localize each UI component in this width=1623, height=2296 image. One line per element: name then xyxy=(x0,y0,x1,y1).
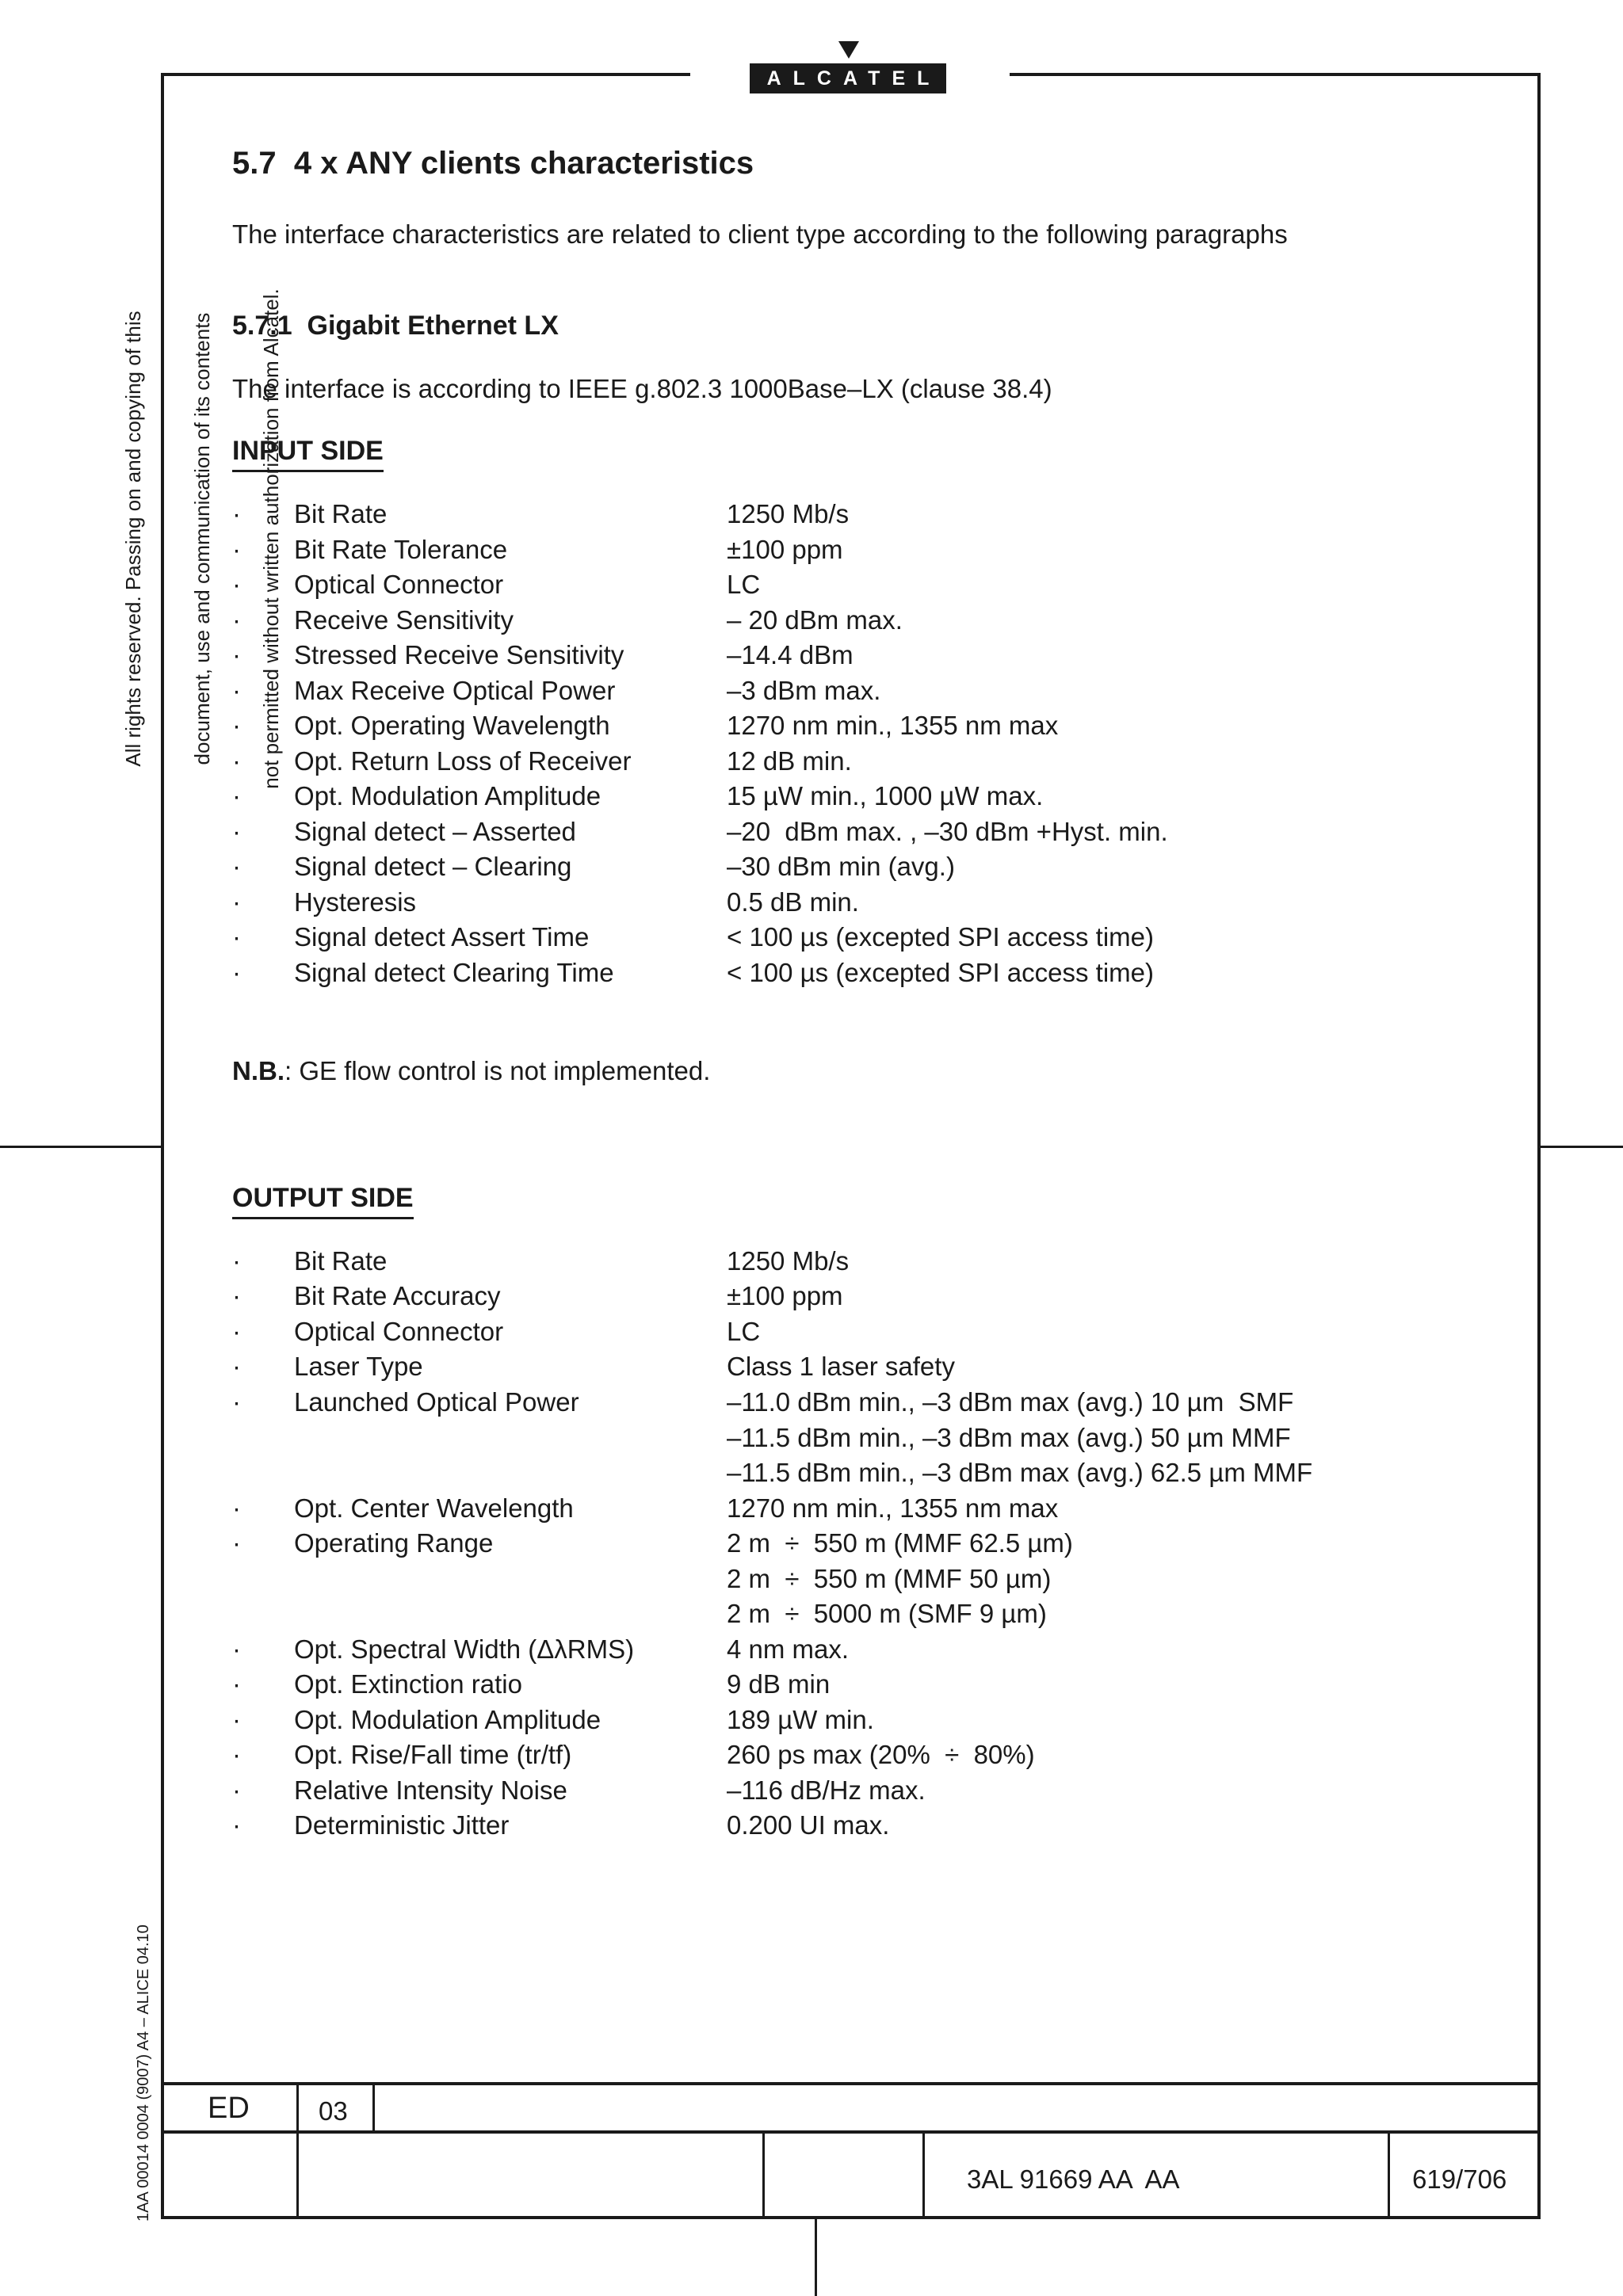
param-value: – 20 dBm max. xyxy=(727,605,903,635)
param-value: 12 dB min. xyxy=(727,746,852,776)
param-value: 1270 nm min., 1355 nm max xyxy=(727,1493,1059,1523)
param-label: Optical Connector xyxy=(294,1317,504,1346)
subsection-title: 5.7.1 Gigabit Ethernet LX xyxy=(232,311,559,341)
subsection-intro: The interface is according to IEEE g.802.3 1000Base–LX (clause 38.4) xyxy=(232,374,1052,403)
form-code: 1AA 00014 0004 (9007) A4 – ALICE 04.10 xyxy=(135,1924,152,2222)
list-item: · Signal detect Clearing Time < 100 µs (excepted SPI access time) xyxy=(232,958,1155,987)
param-value: –3 dBm max. xyxy=(727,676,881,705)
param-label: Laser Type xyxy=(294,1352,423,1381)
param-value: 260 ps max (20% ÷ 80%) xyxy=(727,1740,1035,1769)
left-fold-mark xyxy=(0,1146,161,1148)
param-label: Signal detect – Clearing xyxy=(294,852,572,881)
list-item-continuation xyxy=(232,1564,1500,1599)
list-item: · Bit Rate 1250 Mb/s xyxy=(232,499,850,528)
title-block-top-border xyxy=(161,2082,1541,2085)
input-side-heading: INPUT SIDE xyxy=(232,436,384,472)
document-number: 3AL 91669 AA AA xyxy=(967,2164,1180,2194)
param-value: < 100 µs (excepted SPI access time) xyxy=(727,958,1155,987)
list-item: · Bit Rate 1250 Mb/s xyxy=(232,1246,850,1276)
copyright-line-2: document, use and communication of its contents xyxy=(190,312,214,765)
title-block-divider xyxy=(922,2130,925,2219)
bottom-cut-mark xyxy=(815,2219,817,2296)
list-item: · Opt. Extinction ratio 9 dB min xyxy=(232,1669,831,1699)
param-value: ±100 ppm xyxy=(727,1281,843,1310)
list-item-continuation xyxy=(232,1458,1500,1493)
param-label: Signal detect Assert Time xyxy=(294,922,590,952)
section-intro: The interface characteristics are related to client type according to the following paragraphs xyxy=(232,219,1288,249)
list-item: · Opt. Return Loss of Receiver 12 dB min. xyxy=(232,746,852,776)
title-block-mid-border xyxy=(161,2130,1541,2134)
page-number: 619/706 xyxy=(1412,2164,1507,2194)
param-value: –20 dBm max. , –30 dBm +Hyst. min. xyxy=(727,817,1168,846)
param-label: Opt. Spectral Width (ΔλRMS) xyxy=(294,1634,635,1664)
param-label: Bit Rate Accuracy xyxy=(294,1281,501,1310)
list-item: · Relative Intensity Noise –116 dB/Hz max. xyxy=(232,1775,926,1805)
list-item: · Opt. Rise/Fall time (tr/tf) 260 ps max (20% ÷ 80%) xyxy=(232,1740,1035,1769)
param-value: –30 dBm min (avg.) xyxy=(727,852,955,881)
param-label: Opt. Rise/Fall time (tr/tf) xyxy=(294,1740,572,1769)
list-item: · Bit Rate Accuracy ±100 ppm xyxy=(232,1281,843,1310)
list-item: · Opt. Modulation Amplitude 15 µW min., 1000 µW max. xyxy=(232,781,1044,810)
param-value: 1250 Mb/s xyxy=(727,1246,850,1276)
list-item: · Stressed Receive Sensitivity –14.4 dBm xyxy=(232,640,854,669)
param-label: Opt. Extinction ratio xyxy=(294,1669,522,1699)
param-value: –14.4 dBm xyxy=(727,640,854,669)
list-item: · Opt. Modulation Amplitude 189 µW min. xyxy=(232,1705,874,1734)
param-label: Relative Intensity Noise xyxy=(294,1775,567,1805)
param-value: 0.200 UI max. xyxy=(727,1810,890,1840)
list-item: · Bit Rate Tolerance ±100 ppm xyxy=(232,535,843,564)
note-label: N.B. xyxy=(232,1056,285,1085)
param-label: Launched Optical Power xyxy=(294,1387,579,1417)
right-fold-mark xyxy=(1541,1146,1623,1148)
copyright-line-3: not permitted without written authorization from Alcatel. xyxy=(259,288,283,789)
list-item: · Hysteresis 0.5 dB min. xyxy=(232,887,859,917)
list-item: · Signal detect – Clearing –30 dBm min (avg.) xyxy=(232,852,955,881)
param-value: 1270 nm min., 1355 nm max xyxy=(727,711,1059,740)
param-value: 2 m ÷ 550 m (MMF 50 µm) xyxy=(727,1564,1052,1593)
list-item: · Launched Optical Power –11.0 dBm min., –3 dBm max (avg.) 10 µm SMF xyxy=(232,1387,1294,1417)
list-item: · Deterministic Jitter 0.200 UI max. xyxy=(232,1810,890,1840)
list-item: · Opt. Center Wavelength 1270 nm min., 1355 nm max xyxy=(232,1493,1059,1523)
param-label: Receive Sensitivity xyxy=(294,605,514,635)
alcatel-logo: ALCATEL xyxy=(750,63,946,93)
list-item: · Signal detect – Asserted –20 dBm max. , –30 dBm +Hyst. min. xyxy=(232,817,1168,846)
list-item-continuation xyxy=(232,1599,1500,1634)
param-label: Deterministic Jitter xyxy=(294,1810,510,1840)
param-value: 2 m ÷ 5000 m (SMF 9 µm) xyxy=(727,1599,1047,1628)
param-label: Optical Connector xyxy=(294,570,504,599)
param-label: Max Receive Optical Power xyxy=(294,676,616,705)
param-label: Opt. Return Loss of Receiver xyxy=(294,746,632,776)
param-value: –11.5 dBm min., –3 dBm max (avg.) 62.5 µm MMF xyxy=(727,1458,1313,1487)
param-label: Signal detect – Asserted xyxy=(294,817,576,846)
param-value: –11.5 dBm min., –3 dBm max (avg.) 50 µm MMF xyxy=(727,1423,1291,1452)
param-label: Opt. Modulation Amplitude xyxy=(294,781,601,810)
title-block-divider xyxy=(296,2082,299,2219)
param-value: 0.5 dB min. xyxy=(727,887,859,917)
param-label: Operating Range xyxy=(294,1528,494,1558)
param-value: –116 dB/Hz max. xyxy=(727,1775,926,1805)
edition-label: ED xyxy=(208,2092,250,2125)
title-block-divider xyxy=(762,2130,765,2219)
list-item: · Receive Sensitivity – 20 dBm max. xyxy=(232,605,903,635)
param-value: Class 1 laser safety xyxy=(727,1352,955,1381)
param-value: 9 dB min xyxy=(727,1669,831,1699)
edition-value: 03 xyxy=(319,2096,348,2126)
param-label: Opt. Operating Wavelength xyxy=(294,711,610,740)
param-value: LC xyxy=(727,1317,761,1346)
note xyxy=(232,1056,710,1086)
list-item: · Operating Range 2 m ÷ 550 m (MMF 62.5 µm) xyxy=(232,1528,1073,1558)
list-item: · Optical Connector LC xyxy=(232,570,761,599)
param-value: < 100 µs (excepted SPI access time) xyxy=(727,922,1155,952)
list-item-continuation xyxy=(232,1423,1500,1458)
list-item: · Opt. Spectral Width (ΔλRMS) 4 nm max. xyxy=(232,1634,850,1664)
param-label: Bit Rate Tolerance xyxy=(294,535,508,564)
list-item: · Opt. Operating Wavelength 1270 nm min., 1355 nm max xyxy=(232,711,1059,740)
output-side-heading: OUTPUT SIDE xyxy=(232,1183,414,1219)
title-block-divider xyxy=(1388,2130,1390,2219)
param-label: Hysteresis xyxy=(294,887,417,917)
section-title: 5.7 4 x ANY clients characteristics xyxy=(232,146,754,181)
copyright-line-1: All rights reserved. Passing on and copying of this xyxy=(121,311,145,767)
param-label: Opt. Center Wavelength xyxy=(294,1493,574,1523)
param-value: LC xyxy=(727,570,761,599)
list-item: · Signal detect Assert Time < 100 µs (excepted SPI access time) xyxy=(232,922,1155,952)
param-value: 4 nm max. xyxy=(727,1634,850,1664)
param-label: Bit Rate xyxy=(294,1246,388,1276)
param-label: Signal detect Clearing Time xyxy=(294,958,614,987)
alcatel-logo-triangle-icon xyxy=(838,41,859,59)
param-label: Stressed Receive Sensitivity xyxy=(294,640,624,669)
param-label: Opt. Modulation Amplitude xyxy=(294,1705,601,1734)
param-value: 15 µW min., 1000 µW max. xyxy=(727,781,1044,810)
param-value: 1250 Mb/s xyxy=(727,499,850,528)
param-value: 2 m ÷ 550 m (MMF 62.5 µm) xyxy=(727,1528,1073,1558)
list-item: · Optical Connector LC xyxy=(232,1317,761,1346)
param-value: ±100 ppm xyxy=(727,535,843,564)
list-item: · Laser Type Class 1 laser safety xyxy=(232,1352,955,1381)
param-value: –11.0 dBm min., –3 dBm max (avg.) 10 µm SMF xyxy=(727,1387,1294,1417)
param-value: 189 µW min. xyxy=(727,1705,874,1734)
title-block-divider xyxy=(372,2082,375,2131)
list-item: · Max Receive Optical Power –3 dBm max. xyxy=(232,676,881,705)
param-label: Bit Rate xyxy=(294,499,388,528)
note-text: : GE flow control is not implemented. xyxy=(285,1056,711,1085)
